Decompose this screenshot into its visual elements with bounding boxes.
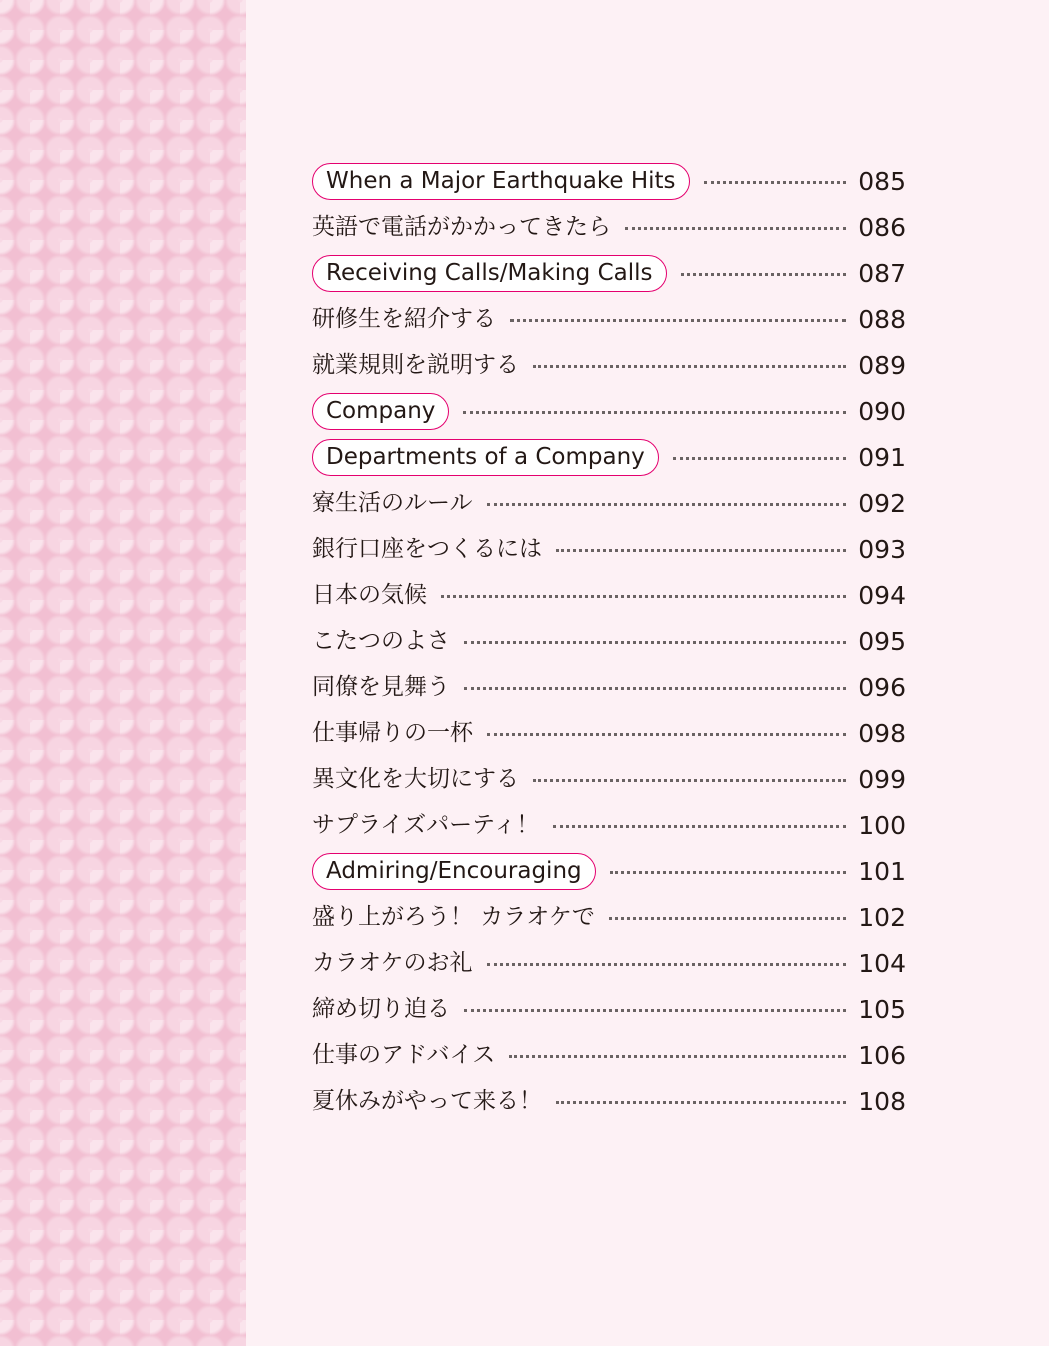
toc-entry-title-english: Departments of a Company <box>312 439 659 476</box>
toc-entry-title-english: When a Major Earthquake Hits <box>312 163 690 200</box>
toc-entry[interactable] <box>312 1078 906 1124</box>
toc-entry-page-number: 086 <box>858 212 906 242</box>
toc-entry[interactable] <box>312 296 906 342</box>
toc-entry[interactable] <box>312 342 906 388</box>
toc-entry[interactable] <box>312 894 906 940</box>
dot-leader <box>704 181 846 184</box>
toc-entry-page-number: 091 <box>858 442 906 472</box>
toc-entry-page-number: 090 <box>858 396 906 426</box>
toc-entry-page-number: 106 <box>858 1040 906 1070</box>
toc-entry[interactable] <box>312 158 906 204</box>
toc-entry[interactable] <box>312 204 906 250</box>
toc-entry-title: 締め切り迫る <box>312 995 450 1022</box>
dot-leader <box>464 641 846 644</box>
dot-leader <box>441 595 846 598</box>
toc-entry[interactable] <box>312 572 906 618</box>
toc-entry[interactable] <box>312 480 906 526</box>
toc-entry-title-english: Receiving Calls/Making Calls <box>312 255 667 292</box>
toc-entry-title: 同僚を見舞う <box>312 673 450 700</box>
dot-leader <box>610 871 846 874</box>
toc-entry-title: 就業規則を説明する <box>312 351 519 378</box>
toc-entry-page-number: 095 <box>858 626 906 656</box>
dot-leader <box>464 687 846 690</box>
dot-leader <box>464 1009 846 1012</box>
toc-entry[interactable] <box>312 250 906 296</box>
toc-entry-title-english: Admiring/Encouraging <box>312 853 596 890</box>
toc-entry[interactable] <box>312 1032 906 1078</box>
toc-entry-page-number: 101 <box>858 856 906 886</box>
toc-entry-title: 銀行口座をつくるには <box>312 535 542 562</box>
dot-leader <box>681 273 847 276</box>
dot-leader <box>509 1055 846 1058</box>
toc-entry-title: サプライズパーティ！ <box>312 811 540 838</box>
toc-entry[interactable] <box>312 940 906 986</box>
toc-entry-page-number: 085 <box>858 166 906 196</box>
dot-leader <box>510 319 846 322</box>
dot-leader <box>556 549 846 552</box>
table-of-contents <box>312 158 906 1124</box>
toc-entry-title: こたつのよさ <box>312 627 450 654</box>
toc-entry[interactable] <box>312 802 906 848</box>
toc-entry[interactable] <box>312 618 906 664</box>
toc-entry-title: 仕事帰りの一杯 <box>312 719 473 746</box>
toc-entry-page-number: 105 <box>858 994 906 1024</box>
toc-entry[interactable] <box>312 756 906 802</box>
toc-entry-title: 寮生活のルール <box>312 489 473 516</box>
toc-entry-title: 盛り上がろう！ カラオケで <box>312 903 595 930</box>
decorative-side-band <box>0 0 246 1346</box>
toc-entry[interactable] <box>312 526 906 572</box>
dot-leader <box>487 503 846 506</box>
dot-leader <box>556 1101 846 1104</box>
dot-leader <box>487 963 846 966</box>
toc-entry-page-number: 102 <box>858 902 906 932</box>
toc-entry-page-number: 087 <box>858 258 906 288</box>
dot-leader <box>625 227 846 230</box>
toc-entry[interactable] <box>312 388 906 434</box>
toc-entry-title: 英語で電話がかかってきたら <box>312 213 611 240</box>
toc-entry-page-number: 100 <box>858 810 906 840</box>
dot-leader <box>673 457 846 460</box>
toc-entry-title: 仕事のアドバイス <box>312 1041 496 1068</box>
toc-entry-page-number: 099 <box>858 764 906 794</box>
toc-entry-title: カラオケのお礼 <box>312 949 473 976</box>
toc-entry[interactable] <box>312 710 906 756</box>
toc-entry[interactable] <box>312 986 906 1032</box>
toc-entry-title: 異文化を大切にする <box>312 765 519 792</box>
toc-entry[interactable] <box>312 434 906 480</box>
toc-entry-page-number: 088 <box>858 304 906 334</box>
dot-leader <box>609 917 846 920</box>
toc-entry-page-number: 089 <box>858 350 906 380</box>
dot-leader <box>553 825 846 828</box>
toc-entry-page-number: 096 <box>858 672 906 702</box>
toc-entry-title: 研修生を紹介する <box>312 305 496 332</box>
toc-entry-page-number: 104 <box>858 948 906 978</box>
toc-entry-page-number: 098 <box>858 718 906 748</box>
toc-entry-title-english: Company <box>312 393 449 430</box>
toc-entry[interactable] <box>312 664 906 710</box>
toc-entry-page-number: 108 <box>858 1086 906 1116</box>
toc-entry[interactable] <box>312 848 906 894</box>
toc-entry-page-number: 094 <box>858 580 906 610</box>
toc-entry-title: 夏休みがやって来る！ <box>312 1087 542 1114</box>
dot-leader <box>533 779 846 782</box>
dot-leader <box>463 411 846 414</box>
dot-leader <box>533 365 846 368</box>
dot-leader <box>487 733 846 736</box>
toc-entry-title: 日本の気候 <box>312 581 427 608</box>
toc-entry-page-number: 093 <box>858 534 906 564</box>
toc-entry-page-number: 092 <box>858 488 906 518</box>
